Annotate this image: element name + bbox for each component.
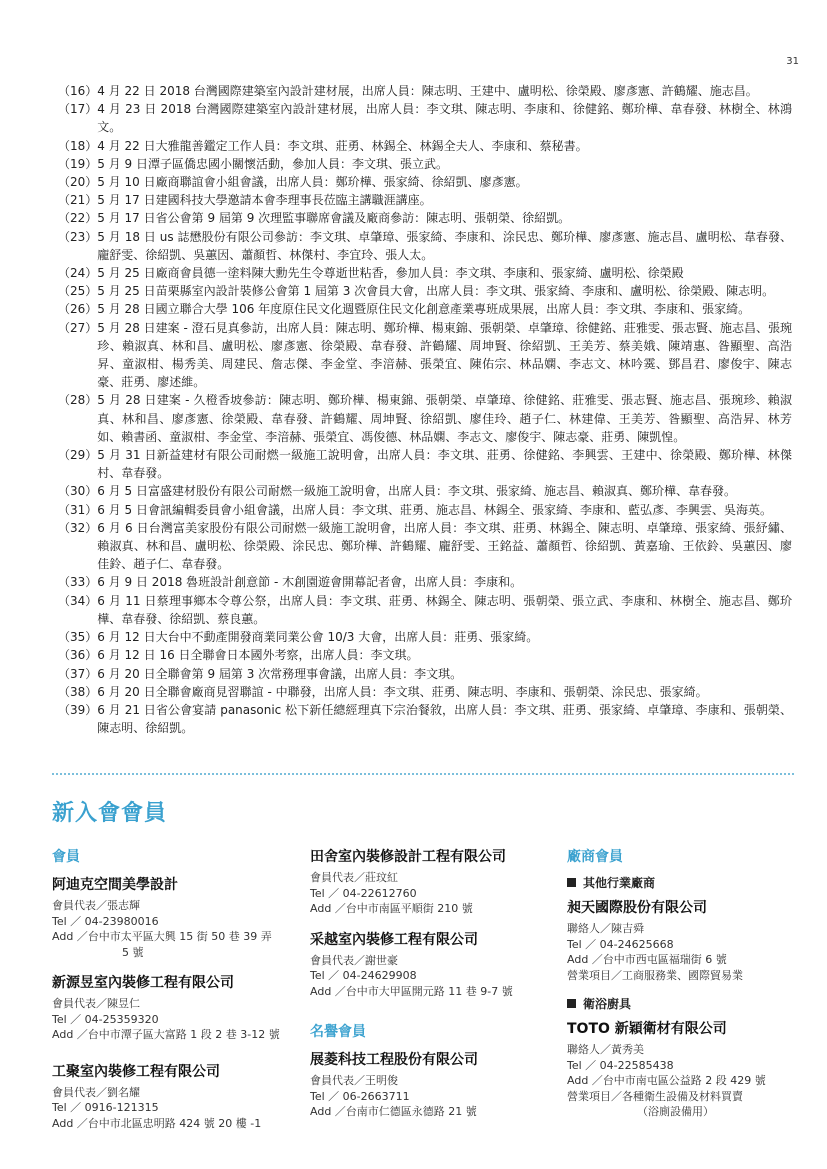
event-item — [58, 446, 792, 482]
event-text: 6 月 20 日全聯會第 9 屆第 3 次常務理事會議，出席人員：李文琪。 — [97, 666, 463, 681]
members-column-3 — [567, 846, 799, 1132]
member-card — [567, 897, 799, 983]
event-number: （27） — [58, 320, 98, 335]
event-text: 6 月 5 日會訊編輯委員會小組會議，出席人員：李文琪、莊勇、施志昌、林錫全、張家綺、李康和、藍弘彥、李興雲、吳海英。 — [97, 502, 772, 517]
category-label-honorary: 名譽會員 — [310, 1024, 366, 1040]
member-name: 展菱科技工程股份有限公司 — [310, 1052, 478, 1068]
event-item — [58, 391, 792, 446]
event-text: 6 月 6 日台灣富美家股份有限公司耐燃一級施工說明會，出席人員：李文琪、莊勇、林錫全、陳志明、卓肇璋、張家綺、張紓繡、賴淑真、林和昌、盧明松、徐榮殿、涂民忠、鄭玠樺、許鶴耀、龐舒雯、王銘益、蕭顏哲、徐紹凱、黃嘉瑜、王依鈴、吳蕙因、廖佳鈴、趙子仁、韋春發。 — [97, 520, 792, 572]
members-column-2 — [310, 846, 555, 1132]
event-item — [58, 209, 792, 227]
event-item — [58, 264, 792, 282]
member-address: Add ／台中市大甲區開元路 11 巷 9-7 號 — [310, 984, 513, 998]
event-number: （18） — [58, 138, 98, 153]
event-text: 6 月 12 日大台中不動產開發商業同業公會 10/3 大會，出席人員：莊勇、張家綺。 — [97, 630, 539, 645]
member-name: 昶天國際股份有限公司 — [567, 900, 707, 916]
member-name: 采越室內裝修工程有限公司 — [310, 931, 478, 948]
event-text: 5 月 9 日潭子區僑忠國小關懷活動，參加人員：李文琪、張立武。 — [97, 156, 448, 171]
member-rep: 會員代表／莊玟紅 — [310, 871, 398, 884]
member-address: Add ／台中市太平區大興 15 街 50 巷 39 弄 — [52, 930, 272, 943]
event-number: （35） — [58, 630, 98, 645]
event-item — [58, 319, 792, 392]
event-number: （22） — [58, 211, 98, 226]
square-bullet-icon — [567, 999, 576, 1008]
event-text: 6 月 9 日 2018 魯班設計創意節 - 木創園遊會開幕記者會，出席人員：李康和。 — [97, 575, 523, 590]
event-number: （32） — [58, 520, 98, 535]
event-number: （19） — [58, 156, 98, 171]
event-item — [58, 82, 792, 100]
event-number: （24） — [58, 266, 98, 281]
event-item — [58, 573, 792, 591]
event-item — [58, 628, 792, 646]
member-contact: 聯絡人／黃秀美 — [567, 1043, 644, 1056]
page-number: 31 — [786, 56, 799, 67]
event-text: 5 月 18 日 us 誌懋股份有限公司參訪：李文琪、卓肇璋、張家綺、李康和、涂民忠、鄭玠樺、廖彥憲、施志昌、盧明松、韋春發、龐舒雯、徐紹凱、吳蕙因、蕭顏哲、林傑村、李宜玲、張人太。 — [97, 229, 792, 262]
member-address: Add ／台中市潭子區大富路 1 段 2 巷 3-12 號 — [52, 1028, 280, 1041]
event-number: （21） — [58, 193, 98, 208]
event-text: 5 月 25 日廠商會員德一塗料陳大勳先生令尊逝世粘香，參加人員：李文琪、李康和、張家綺、盧明松、徐榮殿 — [97, 266, 684, 281]
member-address: Add ／台中市南屯區公益路 2 段 429 號 — [567, 1074, 766, 1087]
event-text: 5 月 10 日廠商聯誼會小組會議，出席人員：鄭玠樺、張家綺、徐紹凱、廖彥憲。 — [97, 175, 528, 190]
subcategory-bath-kitchen — [567, 995, 799, 1012]
event-item — [58, 501, 792, 519]
member-tel: Tel ／ 04-22585438 — [567, 1058, 674, 1072]
event-number: （38） — [58, 684, 98, 699]
event-item — [58, 137, 792, 155]
member-tel: Tel ／ 04-23980016 — [52, 914, 159, 928]
member-business: 營業項目／各種衛生設備及材料買賣 — [567, 1089, 743, 1103]
category-label-members: 會員 — [52, 849, 80, 865]
member-rep: 會員代表／謝世豪 — [310, 953, 398, 967]
member-tel: Tel ／ 04-24629908 — [310, 969, 417, 982]
event-number: （17） — [58, 102, 98, 117]
member-tel: Tel ／ 06-2663711 — [310, 1089, 410, 1103]
member-address: Add ／台中市西屯區福瑞街 6 號 — [567, 953, 727, 966]
event-text: 6 月 5 日富盛建材股份有限公司耐燃一級施工說明會，出席人員：李文琪、張家綺、施志昌、賴淑真、鄭玠樺、韋春發。 — [97, 484, 736, 499]
event-item — [58, 519, 792, 574]
members-column-1 — [52, 846, 287, 1143]
event-number: （37） — [58, 666, 98, 681]
event-number: （26） — [58, 302, 98, 317]
event-text: 5 月 31 日新益建材有限公司耐燃一級施工說明會，出席人員：李文琪、莊勇、徐健銘、李興雲、王建中、徐榮殿、鄭玠樺、林傑村、韋春發。 — [97, 448, 792, 481]
member-business-cont: （浴廁設備用） — [637, 1105, 714, 1118]
member-tel: Tel ／ 04-24625668 — [567, 937, 674, 951]
event-number: （28） — [58, 393, 98, 408]
event-text: 6 月 12 日 16 日全聯會日本國外考察，出席人員：李文琪。 — [97, 648, 419, 663]
event-item — [58, 300, 792, 318]
event-item — [58, 701, 792, 737]
member-card — [310, 1049, 555, 1120]
event-item — [58, 482, 792, 500]
event-number: （29） — [58, 448, 98, 463]
event-number: （36） — [58, 648, 98, 663]
event-text: 4 月 22 日大雅龍善鑑定工作人員：李文琪、莊勇、林錫全、林錫全夫人、李康和、蔡秘書。 — [97, 138, 588, 153]
member-name: TOTO 新穎衛材有限公司 — [567, 1021, 727, 1037]
event-text: 6 月 21 日省公會宴請 panasonic 松下新任總經理真下宗治餐敘，出席人員：李文琪、莊勇、張家綺、卓肇璋、李康和、張朝榮、陳志明、徐紹凱。 — [97, 702, 792, 736]
member-card — [310, 846, 555, 917]
member-name: 新源昱室內裝修工程有限公司 — [52, 975, 234, 991]
event-number: （23） — [58, 229, 98, 244]
square-bullet-icon — [567, 878, 576, 887]
member-card — [310, 929, 555, 1000]
event-text: 5 月 28 日國立聯合大學 106 年度原住民文化週暨原住民文化創意產業專班成果展，出席人員：李文琪、李康和、張家綺。 — [97, 302, 751, 317]
section-title: 新入會會員 — [52, 801, 168, 826]
event-item — [58, 683, 792, 701]
event-text: 4 月 22 日 2018 台灣國際建築室內設計建材展，出席人員：陳志明、王建中、盧明松、徐榮殿、廖彥憲、許鶴耀、施志昌。 — [97, 84, 758, 98]
section-divider — [52, 773, 794, 775]
member-address: Add ／台南市仁德區永德路 21 號 — [310, 1105, 477, 1118]
member-business: 營業項目／工商服務業、國際貿易業 — [567, 968, 743, 982]
member-address-cont: 5 號 — [122, 945, 144, 959]
event-text: 5 月 25 日苗栗縣室內設計裝修公會第 1 屆第 3 次會員大會，出席人員：李文琪、張家綺、李康和、盧明松、徐榮殿、陳志明。 — [97, 284, 775, 299]
event-text: 6 月 20 日全聯會廠商見習聯誼 - 中聯發，出席人員：李文琪、莊勇、陳志明、李康和、張朝榮、涂民忠、張家綺。 — [97, 684, 708, 699]
member-rep: 會員代表／陳昱仁 — [52, 997, 140, 1010]
event-text: 5 月 28 日建案 - 澄石見真參訪，出席人員：陳志明、鄭玠樺、楊東錦、張朝榮、卓肇璋、徐健銘、莊雅雯、張志賢、施志昌、張琬珍、賴淑真、林和昌、盧明松、廖彥憲、徐榮殿、韋春發、許鶴耀、周坤賢、徐紹凱、王美芳、蔡美娥、陳靖惠、昝顯聖、高浩昇、童淑柑、楊秀美、周建民、詹志傑、李金堂、李湆赫、張榮宜、陳佑宗、林品嫻、李志文、林吟霙、鄧昌君、廖俊宇、陳志豪、莊勇、廖述維。 — [97, 320, 792, 390]
member-name: 工聚室內裝修工程有限公司 — [52, 1063, 220, 1080]
event-number: （20） — [58, 175, 98, 190]
event-number: （39） — [58, 702, 98, 717]
event-item — [58, 646, 792, 664]
event-text: 4 月 23 日 2018 台灣國際建築室內設計建材展，出席人員：李文琪、陳志明、李康和、徐健銘、鄭玠樺、韋春發、林樹全、林鴻文。 — [97, 102, 792, 135]
member-rep: 會員代表／劉名耀 — [52, 1085, 140, 1099]
member-contact: 聯絡人／陳吉舜 — [567, 922, 644, 935]
member-rep: 會員代表／王明俊 — [310, 1074, 398, 1087]
subcategory-label: 衛浴廚具 — [583, 997, 632, 1011]
event-item — [58, 228, 792, 264]
event-number: （33） — [58, 575, 98, 590]
subcategory-other-industries — [567, 874, 799, 891]
event-number: （16） — [58, 84, 98, 98]
member-name: 田舍室內裝修設計工程有限公司 — [310, 849, 506, 865]
event-text: 5 月 17 日省公會第 9 屆第 9 次理監事聯席會議及廠商參訪：陳志明、張朝榮、徐紹凱。 — [97, 211, 571, 226]
event-item — [58, 665, 792, 683]
event-item — [58, 592, 792, 628]
event-number: （34） — [58, 593, 98, 608]
event-item — [58, 173, 792, 191]
member-name: 阿迪克空間美學設計 — [52, 877, 178, 893]
event-text: 6 月 11 日蔡理事鄉本令尊公祭，出席人員：李文琪、莊勇、林錫全、陳志明、張朝榮、張立武、李康和、林樹全、施志昌、鄭玠樺、韋春發、徐紹凱、蔡良蕙。 — [97, 593, 792, 626]
event-item — [58, 155, 792, 173]
event-item — [58, 100, 792, 136]
subcategory-label: 其他行業廠商 — [583, 876, 656, 890]
event-number: （25） — [58, 284, 98, 299]
member-card — [52, 972, 287, 1043]
event-text: 5 月 28 日建案 - 久橙香坡參訪：陳志明、鄭玠樺、楊東錦、張朝榮、卓肇璋、徐健銘、莊雅雯、張志賢、施志昌、張琬珍、賴淑真、林和昌、廖彥憲、徐榮殿、韋春發、許鶴耀、周坤賢、徐紹凱、廖佳玲、趙子仁、林建偉、王美芳、昝顯聖、高浩昇、林芳如、賴書函、童淑柑、李金堂、李湆赫、張榮宜、馮俊德、林品嫻、李志文、廖俊宇、陳志豪、莊勇、陳凱惶。 — [97, 393, 792, 444]
member-tel: Tel ／ 04-25359320 — [52, 1012, 159, 1026]
member-card — [567, 1018, 799, 1120]
member-tel: Tel ／ 0916-121315 — [52, 1101, 159, 1114]
member-rep: 會員代表／張志輝 — [52, 899, 140, 912]
member-tel: Tel ／ 04-22612760 — [310, 886, 417, 900]
event-item — [58, 191, 792, 209]
event-number: （31） — [58, 502, 98, 517]
event-item — [58, 282, 792, 300]
member-card — [52, 874, 287, 960]
category-label-vendors: 廠商會員 — [567, 849, 623, 865]
member-address: Add ／台中市南區平順街 210 號 — [310, 902, 473, 915]
member-address: Add ／台中市北區忠明路 424 號 20 樓 -1 — [52, 1116, 262, 1130]
event-list — [58, 82, 792, 737]
member-card — [52, 1061, 287, 1132]
event-number: （30） — [58, 484, 98, 499]
event-text: 5 月 17 日建國科技大學邀請本會李理事長莅臨主講職涯講座。 — [97, 193, 432, 208]
